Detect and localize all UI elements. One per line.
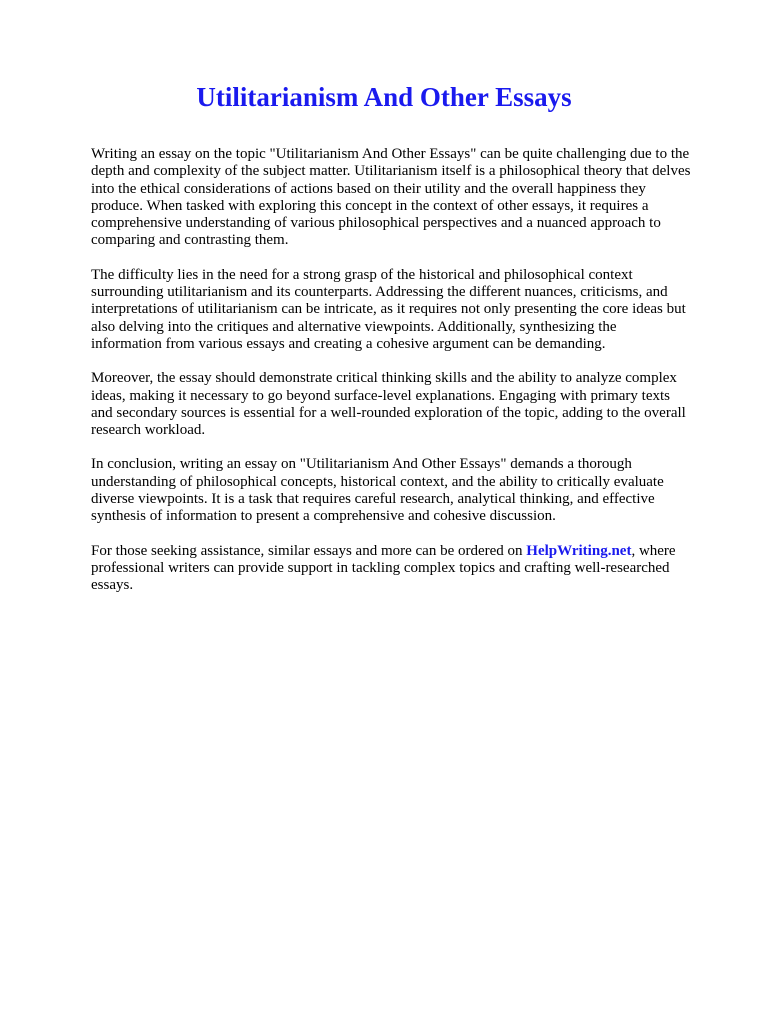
- page-title: Utilitarianism And Other Essays: [196, 82, 572, 112]
- paragraph-closing: [91, 543, 691, 595]
- helpwriting-link[interactable]: HelpWriting.net: [526, 542, 632, 559]
- document-body: [91, 146, 691, 612]
- paragraph-conclusion: In conclusion, writing an essay on "Utilitarianism And Other Essays" demands a thorough understanding of philosophical concepts, historical context, and the ability to critically evaluate diverse viewpoints. It is a task that requires careful research, analytical thinking, and effective synthesis of information to present a comprehensive and cohesive discussion.: [91, 456, 664, 525]
- paragraph-intro: Writing an essay on the topic "Utilitarianism And Other Essays" can be quite challenging due to the depth and complexity of the subject matter. Utilitarianism itself is a philosophical theory that delves into the ethical considerations of actions based on their utility and the overall happiness they produce. When tasked with exploring this concept in the context of other essays, it requires a comprehensive understanding of various philosophical perspectives and a nuanced approach to comparing and contrasting them.: [91, 146, 691, 249]
- paragraph-critical-thinking: Moreover, the essay should demonstrate critical thinking skills and the ability to analyze complex ideas, making it necessary to go beyond surface-level explanations. Engaging with primary texts and secondary sources is essential for a well-rounded exploration of the topic, adding to the overall research workload.: [91, 370, 686, 439]
- closing-text-after-link: , where professional writers can provide support in tackling complex topics and crafting well-researched essays.: [91, 542, 676, 594]
- closing-text-before-link: For those seeking assistance, similar essays and more can be ordered on: [91, 542, 527, 559]
- paragraph-difficulty: The difficulty lies in the need for a strong grasp of the historical and philosophical context surrounding utilitarianism and its counterparts. Addressing the different nuances, criticisms, and interpretations of utilitarianism can be intricate, as it requires not only presenting the core ideas but also delving into the critiques and alternative viewpoints. Additionally, synthesizing the information from various essays and creating a cohesive argument can be demanding.: [91, 266, 686, 352]
